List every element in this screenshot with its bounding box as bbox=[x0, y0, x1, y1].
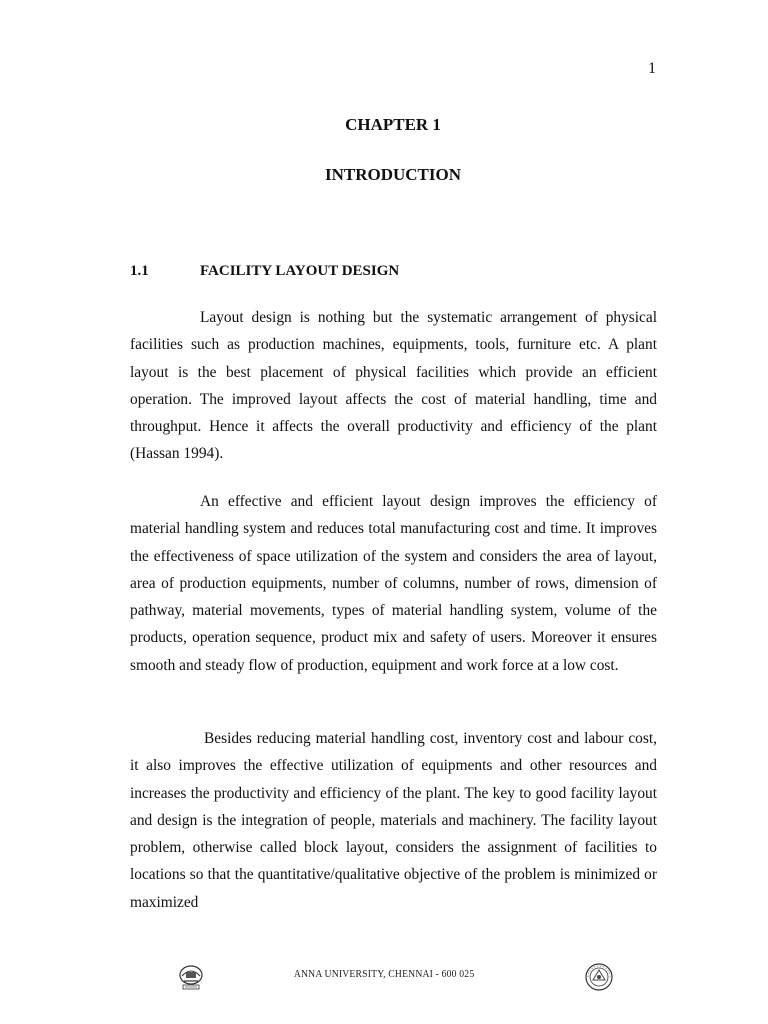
chapter-title: INTRODUCTION bbox=[324, 165, 462, 184]
chapter-label: CHAPTER 1 bbox=[345, 115, 441, 134]
page-number: 1 bbox=[648, 60, 656, 77]
section-number: 1.1 bbox=[130, 263, 149, 279]
body-paragraph: Besides reducing material handling cost, inventory cost and labour cost, it also improves the effective utilization of equipments and other resources and increases the productivity and efficiency of the plant. The key to good facility layout and design is the integration of people, materials and machinery. The facility layout problem, otherwise called block layout, considers the assignment of facilities to locations so that the quantitative/qualitative objective of the problem is minimized or maximized bbox=[130, 730, 657, 911]
body-paragraph: An effective and efficient layout design improves the efficiency of material handling system and reduces total manufacturing cost and time. It improves the effectiveness of space utilization of the system and considers the area of layout, area of production equipments, number of columns, number of rows, dimension of pathway, material movements, types of material handling system, volume of the products, operation sequence, product mix and safety of users. Moreover it ensures smooth and steady flow of production, equipment and work force at a low cost. bbox=[130, 493, 657, 674]
university-seal-icon bbox=[583, 962, 615, 992]
section-title: FACILITY LAYOUT DESIGN bbox=[200, 263, 400, 279]
page-footer bbox=[0, 962, 768, 992]
section-heading bbox=[130, 263, 399, 280]
paragraph-block bbox=[130, 488, 657, 679]
paragraph-block bbox=[130, 725, 657, 916]
body-paragraph: Layout design is nothing but the systematic arrangement of physical facilities such as production machines, equipments, tools, furniture etc. A plant layout is the best placement of physical facilities which provide an efficient operation. The improved layout affects the cost of material handling, time and throughput. Hence it affects the overall productivity and efficiency of the plant (Hassan 1994). bbox=[130, 309, 657, 463]
footer-institution: ANNA UNIVERSITY, CHENNAI - 600 025 bbox=[293, 969, 475, 980]
paragraph-block bbox=[130, 304, 657, 468]
